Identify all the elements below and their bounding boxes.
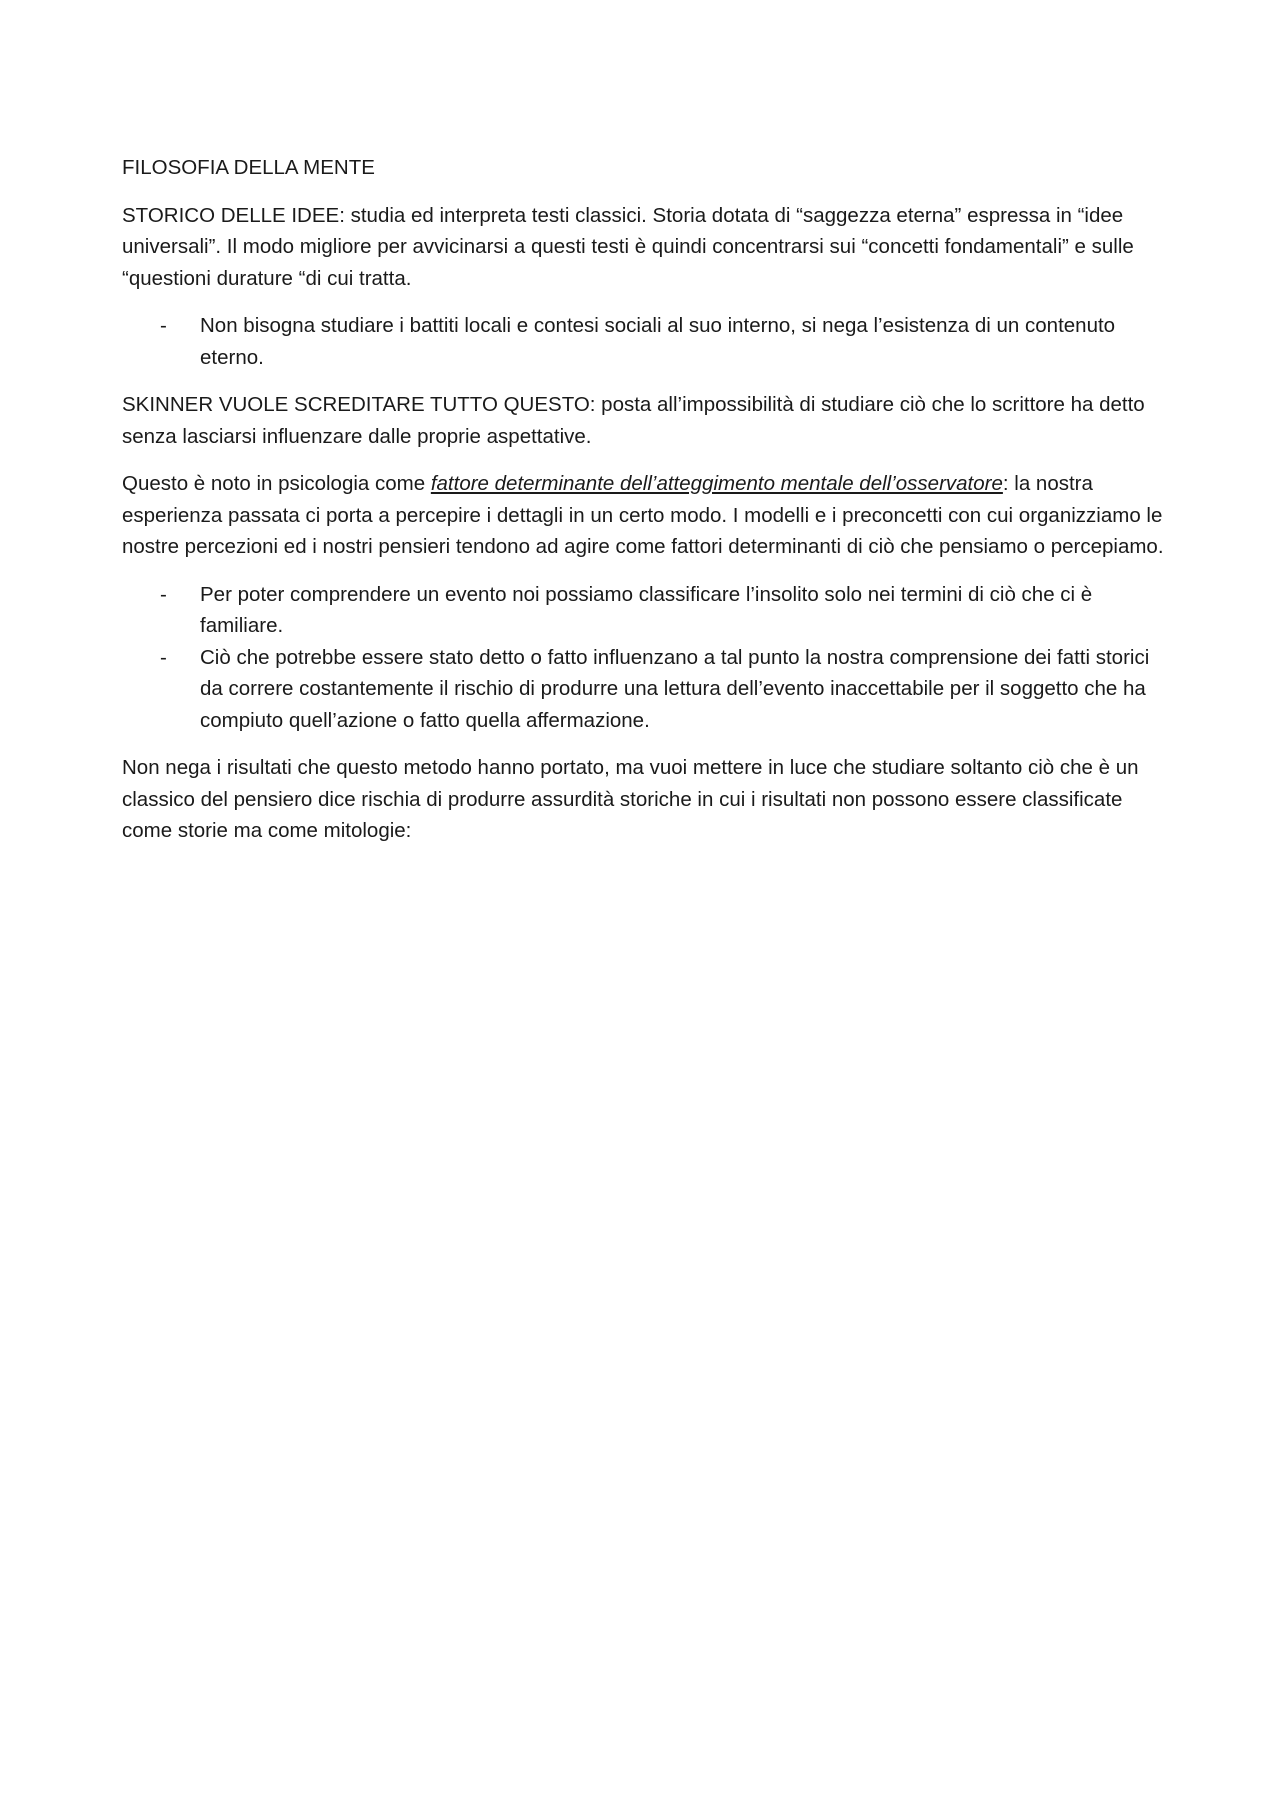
list-item-text: Per poter comprendere un evento noi possiamo classificare l’insolito solo nei termini di ciò che ci è familiare. xyxy=(200,582,1093,637)
emphasized-term: fattore determinante dell’atteggimento mentale dell’osservatore xyxy=(430,472,1003,495)
paragraph-conclusione: Non nega i risultati che questo metodo hanno portato, ma vuoi mettere in luce che studiare soltanto ciò che è un classico del pensiero dice rischia di produrre assurdità storiche in cui i risultati non possono essere classificate come storie ma come mitologie: xyxy=(122,756,1139,842)
dash-bullet: - xyxy=(160,314,167,337)
paragraph-storico-delle-idee: STORICO DELLE IDEE: studia ed interpreta testi classici. Storia dotata di “saggezza eterna” espressa in “idee universali”. Il modo migliore per avvicinarsi a questi testi è quindi concentrarsi sui “concetti fondamentali” e sulle “questioni durature “di cui tratta. xyxy=(122,203,1134,290)
dash-bullet: - xyxy=(160,582,167,606)
dash-list-1 xyxy=(122,310,1172,373)
list-item-text: Non bisogna studiare i battiti locali e contesi sociali al suo interno, si nega l’esistenza di un contenuto eterno. xyxy=(200,314,1116,369)
list-item xyxy=(122,642,1172,737)
dash-list-2 xyxy=(122,579,1172,737)
paragraph-lead: Questo è noto in psicologia come xyxy=(122,472,431,495)
paragraph-psicologia xyxy=(122,468,1172,563)
list-item xyxy=(122,310,1172,373)
document-page xyxy=(122,152,1172,863)
paragraph-skinner: SKINNER VUOLE SCREDITARE TUTTO QUESTO: posta all’impossibilità di studiare ciò che lo scrittore ha detto senza lasciarsi influenzare dalle proprie aspettative. xyxy=(122,393,1145,448)
dash-bullet: - xyxy=(160,645,167,669)
list-item-text: Ciò che potrebbe essere stato detto o fatto influenzano a tal punto la nostra comprensione dei fatti storici da correre costantemente il rischio di produrre una lettura dell’evento inaccettabile per il soggetto che ha compiuto quell’azione o fatto quella affermazione. xyxy=(200,645,1150,732)
list-item xyxy=(122,579,1172,642)
paragraph-rest: : la nostra esperienza passata ci porta a percepire i dettagli in un certo modo. I modelli e i preconcetti con cui organizziamo le nostre percezioni ed i nostri pensieri tendono ad agire come fattori determinanti di ciò che pensiamo o percepiamo. xyxy=(122,472,1164,558)
document-title: FILOSOFIA DELLA MENTE xyxy=(122,156,375,179)
